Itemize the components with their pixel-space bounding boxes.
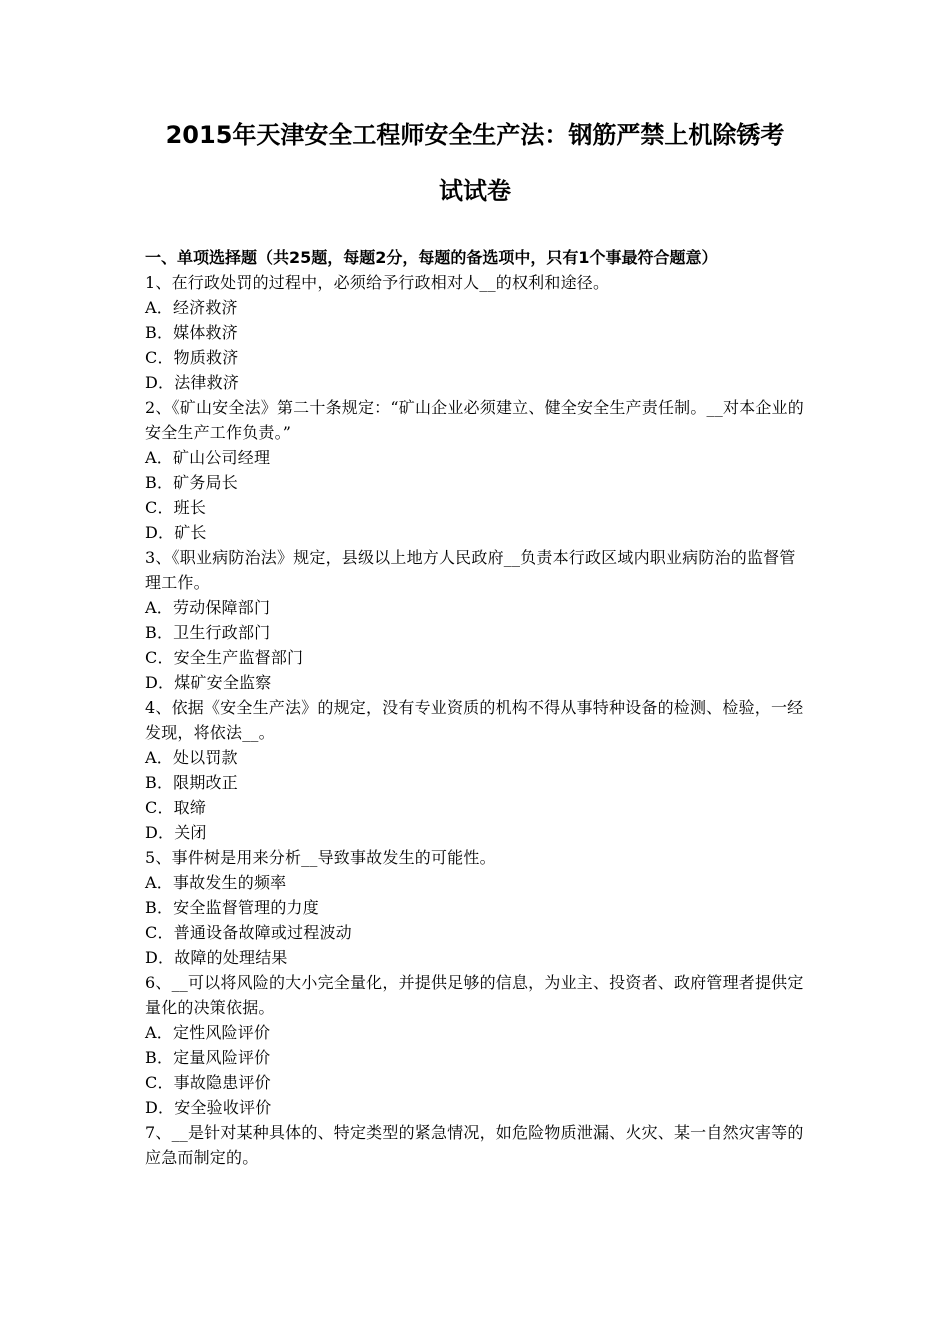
answer-option: A．处以罚款 (145, 748, 238, 767)
answer-option: A．劳动保障部门 (145, 598, 271, 617)
section-heading: 一、单项选择题（共25题，每题2分，每题的备选项中，只有1个事最符合题意） (145, 248, 718, 267)
answer-option: A．矿山公司经理 (145, 448, 271, 467)
question-7 (145, 1120, 810, 1170)
question-text: 1、在行政处罚的过程中，必须给予行政相对人__的权利和途径。 (145, 273, 610, 292)
answer-option: C．物质救济 (145, 348, 239, 367)
answer-option: B．限期改正 (145, 773, 238, 792)
document-body (145, 245, 810, 1170)
question-6 (145, 970, 810, 1120)
question-text: 4、依据《安全生产法》的规定，没有专业资质的机构不得从事特种设备的检测、检验，一经发现，将依法__。 (145, 698, 804, 742)
answer-option: B．媒体救济 (145, 323, 238, 342)
answer-option: B．矿务局长 (145, 473, 238, 492)
question-text: 2、《矿山安全法》第二十条规定：“矿山企业必须建立、健全安全生产责任制。__对本企业的安全生产工作负责。” (145, 398, 804, 442)
answer-option: A．定性风险评价 (145, 1023, 271, 1042)
answer-option: D．煤矿安全监察 (145, 673, 272, 692)
answer-option: D．安全验收评价 (145, 1098, 272, 1117)
question-2 (145, 395, 810, 545)
question-4 (145, 695, 810, 845)
answer-option: C．安全生产监督部门 (145, 648, 304, 667)
answer-option: A．事故发生的频率 (145, 873, 287, 892)
answer-option: A．经济救济 (145, 298, 238, 317)
answer-option: C．班长 (145, 498, 207, 517)
answer-option: D．矿长 (145, 523, 207, 542)
question-list (145, 270, 810, 1170)
answer-option: D．关闭 (145, 823, 207, 842)
title-line-2: 试试卷 (439, 177, 511, 205)
answer-option: D．法律救济 (145, 373, 240, 392)
document-title (120, 107, 830, 219)
answer-option: B．定量风险评价 (145, 1048, 271, 1067)
answer-option: B．安全监督管理的力度 (145, 898, 319, 917)
answer-option: C．事故隐患评价 (145, 1073, 271, 1092)
answer-option: C．取缔 (145, 798, 207, 817)
question-text: 5、事件树是用来分析__导致事故发生的可能性。 (145, 848, 496, 867)
question-5 (145, 845, 810, 970)
answer-option: C．普通设备故障或过程波动 (145, 923, 352, 942)
question-text: 7、__是针对某种具体的、特定类型的紧急情况，如危险物质泄漏、火灾、某一自然灾害等的应急而制定的。 (145, 1123, 804, 1167)
question-text: 3、《职业病防治法》规定，县级以上地方人民政府__负责本行政区域内职业病防治的监督管理工作。 (145, 548, 796, 592)
title-line-1: 2015年天津安全工程师安全生产法：钢筋严禁上机除锈考 (165, 121, 785, 149)
answer-option: B．卫生行政部门 (145, 623, 271, 642)
question-1 (145, 270, 810, 395)
question-text: 6、__可以将风险的大小完全量化，并提供足够的信息，为业主、投资者、政府管理者提供定量化的决策依据。 (145, 973, 804, 1017)
answer-option: D．故障的处理结果 (145, 948, 288, 967)
question-3 (145, 545, 810, 695)
